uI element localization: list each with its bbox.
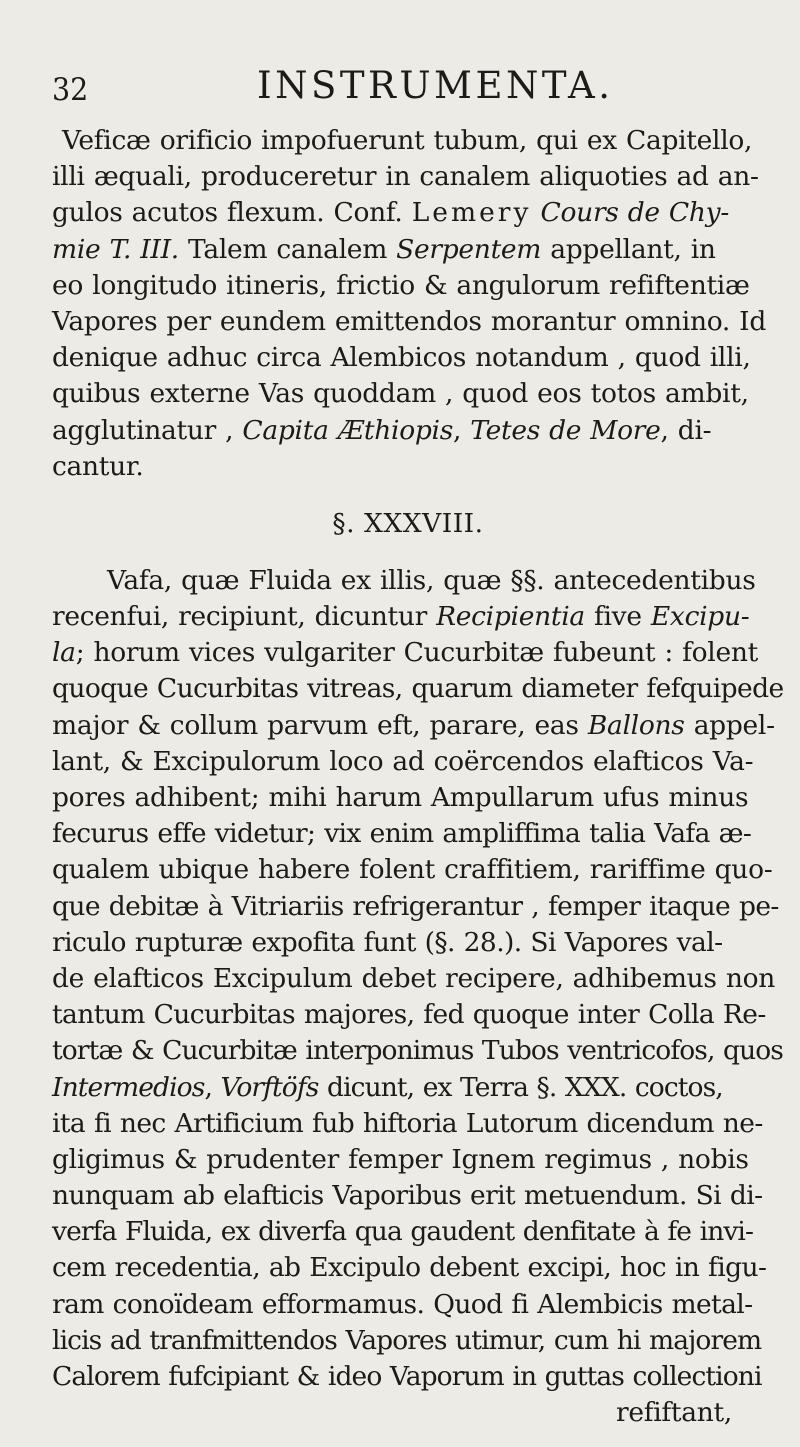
text-line: denique adhuc circa Alembicos notandum , quod illi, <box>52 342 751 374</box>
text-line: ram conoïdeam efformamus. Quod fi Alembicis metal- <box>52 1288 753 1320</box>
text-run: , <box>204 1071 212 1103</box>
text-run: dicunt, ex Terra §. XXX. coctos, <box>327 1071 723 1103</box>
text-run: major & collum parvum eft, parare, eas <box>52 709 579 741</box>
text-run: ; horum vices vulgariter Cucurbitæ fubeunt : folent <box>75 637 758 669</box>
text-run: agglutinatur , <box>52 414 234 446</box>
text-line: Vapores per eundem emittendos morantur omnino. Id <box>52 305 767 337</box>
catchword: refiftant, <box>615 1397 732 1429</box>
text-line: illi æquali, produceretur in canalem aliquoties ad an- <box>52 161 759 193</box>
body-text <box>52 123 784 1431</box>
text-line <box>52 413 752 449</box>
text-line: Veficæ orificio impofuerunt tubum, qui ex Capitello, <box>62 125 753 156</box>
text-line: lant, & Excipulorum loco ad coërcendos elafticos Va- <box>52 745 754 777</box>
italic-title: mie T. III. <box>52 233 179 265</box>
text-line: ita fi nec Artificium fub hiftoria Lutorum dicendum ne- <box>52 1107 763 1139</box>
text-run: appel- <box>693 709 775 741</box>
italic-term: Tetes de More <box>470 414 661 446</box>
text-line: cantur. <box>52 450 144 482</box>
italic-term: Serpentem <box>396 233 542 265</box>
text-run: appellant, in <box>550 233 716 265</box>
text-run: gulos acutos flexum. Conf. <box>52 197 403 229</box>
text-line: Vafa, quæ Fluida ex illis, quæ §§. antecedentibus <box>107 564 756 596</box>
page-number: 32 <box>52 72 89 108</box>
text-line: de elafticos Excipulum debet recipere, adhibemus non <box>52 962 776 994</box>
text-line: quibus externe Vas quoddam , quod eos totos ambit, <box>52 378 749 410</box>
text-line: que debitæ à Vitriariis refrigerantur , femper itaque pe- <box>52 890 779 922</box>
text-line: verfa Fluida, ex diverfa qua gaudent denfitate à fe invi- <box>52 1216 754 1248</box>
italic-term: la <box>52 637 76 669</box>
page-header <box>52 60 752 110</box>
italic-term: Recipientia <box>436 601 585 633</box>
text-run: , di- <box>660 414 712 446</box>
text-run: Talem canalem <box>188 233 388 265</box>
text-line <box>52 1070 752 1106</box>
text-line <box>52 708 775 744</box>
text-line: licis ad tranfmittendos Vapores utimur, cum hi majorem <box>52 1324 762 1356</box>
text-line: qualem ubique habere folent craffitiem, rariffime quo- <box>52 854 773 886</box>
italic-term: Ballons <box>587 709 685 741</box>
italic-title: Cours de Chy- <box>540 197 729 229</box>
text-line: gligimus & prudenter femper Ignem regimus , nobis <box>52 1143 749 1175</box>
text-line <box>52 195 752 231</box>
running-head: INSTRUMENTA. <box>257 64 614 107</box>
text-line <box>52 232 752 268</box>
text-line: cem recedentia, ab Excipulo debent excipi, hoc in figu- <box>52 1252 767 1284</box>
text-run: recenfui, recipiunt, dicuntur <box>52 601 427 633</box>
text-line: eo longitudo itineris, frictio & angulorum refiftentiæ <box>52 269 750 301</box>
text-line: tortæ & Cucurbitæ interponimus Tubos ventricofos, quos <box>52 1035 784 1067</box>
text-line: quoque Cucurbitas vitreas, quarum diameter fefquipede <box>52 673 784 705</box>
author-name: Lemery <box>411 197 532 229</box>
text-line <box>52 635 758 671</box>
text-line: Calorem fufcipiant & ideo Vaporum in guttas collectioni <box>52 1361 762 1392</box>
text-line <box>52 599 752 635</box>
text-line: riculo rupturæ expofita funt (§. 28.). Si Vapores val- <box>52 926 723 958</box>
text-line: fecurus effe videtur; vix enim ampliffima talia Vafa æ- <box>52 818 752 850</box>
text-line: tantum Cucurbitas majores, fed quoque inter Colla Re- <box>52 999 766 1031</box>
italic-term: Intermedios <box>52 1071 205 1103</box>
section-heading: §. XXXVIII. <box>332 507 484 539</box>
text-line: nunquam ab elafticis Vaporibus erit metuendum. Si di- <box>52 1180 763 1212</box>
text-run: five <box>594 601 642 633</box>
italic-term: Vorftöfs <box>220 1071 319 1103</box>
italic-term: Capita Æthiopis <box>242 414 454 446</box>
text-line: pores adhibent; mihi harum Ampullarum ufus minus <box>52 782 749 813</box>
italic-term: Excipu- <box>650 601 750 633</box>
text-run: , <box>453 414 462 446</box>
